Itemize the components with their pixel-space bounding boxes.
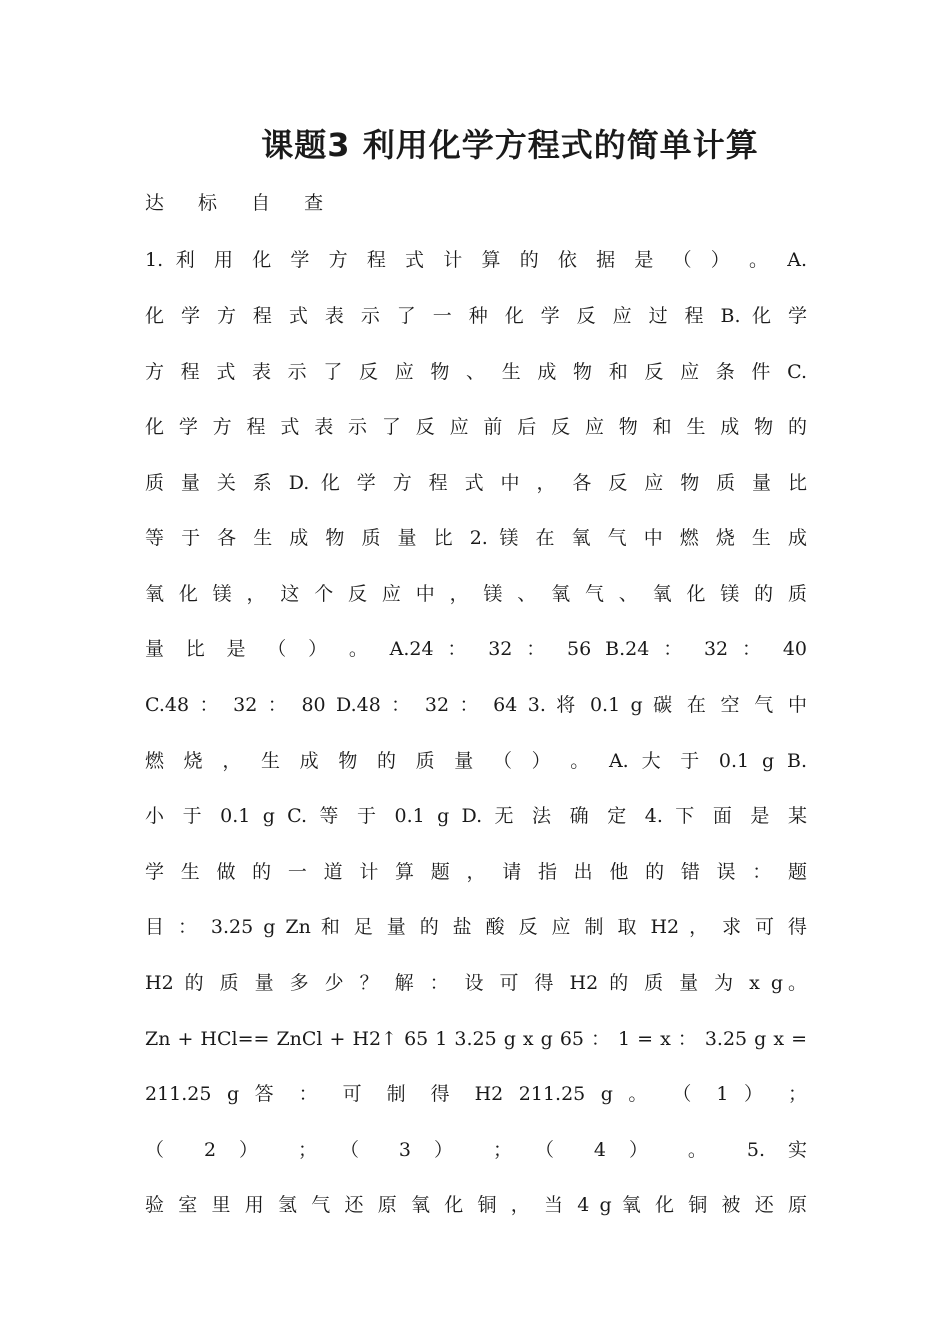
text-line: 量 比 是 （ ） 。 A.24 ： 32 ： 56 B.24 ： 32 ： 40 [145,638,807,660]
text-line: C.48 ： 32 ： 80 D.48 ： 32 ： 64 3. 将 0.1 g 碳 在 空 气 中 [145,694,807,716]
text-line: H2 的 质 量 多 少 ？ 解 ： 设 可 得 H2 的 质 量 为 x g。 [145,972,807,994]
text-line: 211.25 g 答 ： 可 制 得 H2 211.25 g 。 （ 1 ） ； [145,1083,807,1105]
text-line: 化 学 方 程 式 表 示 了 反 应 前 后 反 应 物 和 生 成 物 的 [145,416,807,438]
text-line: 1. 利 用 化 学 方 程 式 计 算 的 依 据 是 （ ） 。 A. [145,249,807,271]
text-line: 验 室 里 用 氢 气 还 原 氧 化 铜 ， 当 4 g 氧 化 铜 被 还 原 [145,1194,807,1216]
text-line: 学 生 做 的 一 道 计 算 题 ， 请 指 出 他 的 错 误 ： 题 [145,861,807,883]
text-line: 燃 烧 ， 生 成 物 的 质 量 （ ） 。 A. 大 于 0.1 g B. [145,750,807,772]
text-line: Zn + HCl== ZnCl + H2↑ 65 1 3.25 g x g 65 ： 1 = x ： 3.25 g x = [145,1028,807,1050]
text-line: 氧 化 镁 ， 这 个 反 应 中 ， 镁 、 氧 气 、 氧 化 镁 的 质 [145,583,807,605]
text-line: 方 程 式 表 示 了 反 应 物 、 生 成 物 和 反 应 条 件 C. [145,361,807,383]
text-line: 小 于 0.1 g C. 等 于 0.1 g D. 无 法 确 定 4. 下 面 是 某 [145,805,807,827]
text-line: 化 学 方 程 式 表 示 了 一 种 化 学 反 应 过 程 B. 化 学 [145,305,807,327]
text-line: 目 ： 3.25 g Zn 和 足 量 的 盐 酸 反 应 制 取 H2 ， 求 可 得 [145,916,807,938]
page-title: 课题3 利用化学方程式的简单计算 [261,126,759,164]
section-heading: 达 标 自 查 [145,192,338,214]
text-line: 质 量 关 系 D. 化 学 方 程 式 中 ， 各 反 应 物 质 量 比 [145,472,807,494]
text-line: 等 于 各 生 成 物 质 量 比 2. 镁 在 氧 气 中 燃 烧 生 成 [145,527,807,549]
text-line: （ 2 ） ； （ 3 ） ； （ 4 ） 。 5. 实 [145,1139,807,1161]
